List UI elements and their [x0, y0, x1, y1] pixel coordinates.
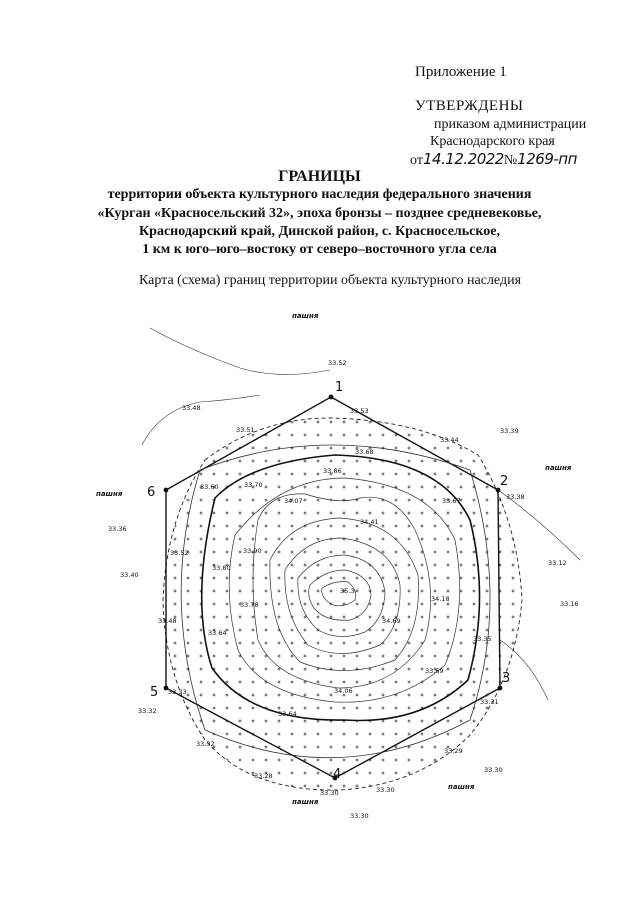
- title-line-4: 1 км к юго–юго–востоку от северо–восточного угла села: [142, 242, 497, 257]
- field-label: пашня: [96, 490, 123, 498]
- vertex-label-2: 2: [500, 474, 509, 489]
- order-date: 14.12.2022: [422, 150, 504, 168]
- elevation-point: 33.40: [120, 571, 139, 579]
- elevation-point: 33.30: [484, 766, 503, 774]
- elevation-point: 33.12: [548, 559, 567, 567]
- elevation-point: 33.32: [138, 707, 157, 715]
- elevation-point: 33.90: [243, 547, 262, 555]
- elevation-point: 33.78: [240, 601, 259, 609]
- elevation-point: 33.86: [323, 467, 342, 475]
- field-label: пашня: [448, 783, 475, 791]
- elevation-point: 33.30: [350, 812, 369, 820]
- elevation-point: 33.68: [355, 448, 374, 456]
- date-prefix: от: [410, 153, 423, 168]
- elevation-point: 33.35: [473, 635, 492, 643]
- elevation-point: 34.18: [431, 595, 450, 603]
- elevation-point: 33.64: [208, 629, 227, 637]
- elevation-point: 33.31: [480, 698, 499, 706]
- title-line-3: Краснодарский край, Динской район, с. Красносельское,: [139, 224, 500, 239]
- field-label: пашня: [545, 464, 572, 472]
- elevation-point: 33.60: [200, 483, 219, 491]
- elevation-point: 33.28: [254, 772, 273, 780]
- elevation-point: 33.32: [196, 740, 215, 748]
- field-label: пашня: [292, 798, 319, 806]
- elevation-point: 33.29: [444, 747, 463, 755]
- order-number: 1269-пп: [517, 150, 577, 168]
- elevation-point: 33.53: [350, 407, 369, 415]
- elevation-point: 35.3: [340, 587, 355, 595]
- elevation-point: 33.44: [440, 436, 459, 444]
- vertex-label-1: 1: [335, 380, 344, 395]
- vertex-label-6: 6: [147, 485, 156, 500]
- elevation-point: 33.38: [506, 493, 525, 501]
- elevation-point: 33.16: [560, 600, 579, 608]
- elevation-point: 34.41: [360, 518, 379, 526]
- elevation-point: 33.64: [278, 710, 297, 718]
- elevation-point: 33.48: [182, 404, 201, 412]
- title-line-1: территории объекта культурного наследия федерального значения: [107, 187, 532, 202]
- elevation-point: 34.69: [382, 617, 401, 625]
- boundary-map: [96, 300, 596, 840]
- elevation-point: 33.70: [244, 481, 263, 489]
- elevation-point: 33.48: [158, 617, 177, 625]
- elevation-point: 33.80: [212, 564, 231, 572]
- field-edge-line: [150, 328, 330, 375]
- field-label: пашня: [292, 312, 319, 320]
- elevation-point: 34.06: [334, 687, 353, 695]
- order-line-1: приказом администрации: [434, 117, 587, 132]
- elevation-point: 33.52: [170, 549, 189, 557]
- vertex-label-5: 5: [150, 685, 159, 700]
- appendix-label: Приложение 1: [415, 64, 507, 80]
- elevation-point: 33.51: [236, 426, 255, 434]
- order-date-line: [410, 150, 577, 169]
- map-caption: Карта (схема) границ территории объекта культурного наследия: [138, 273, 522, 288]
- elevation-point: 33.52: [328, 359, 347, 367]
- elevation-point: 34.07: [284, 497, 303, 505]
- elevation-point: 33.39: [500, 427, 519, 435]
- elevation-point: 33.30: [320, 789, 339, 797]
- vertex-label-4: 4: [333, 767, 342, 782]
- number-prefix: №: [503, 153, 518, 168]
- elevation-point: 33.36: [108, 525, 127, 533]
- title-line-2: «Курган «Красносельский 32», эпоха бронзы – позднее средневековье,: [97, 206, 542, 221]
- vertex-label-3: 3: [502, 671, 511, 686]
- elevation-point: 33.69: [425, 667, 444, 675]
- elevation-point: 33.67: [442, 497, 461, 505]
- elevation-point: 33.30: [376, 786, 395, 794]
- approved-heading: УТВЕРЖДЕНЫ: [415, 98, 524, 114]
- elevation-point: 33.33: [168, 688, 187, 696]
- order-line-2: Краснодарского края: [430, 134, 555, 149]
- document-title: ГРАНИЦЫ: [278, 168, 361, 185]
